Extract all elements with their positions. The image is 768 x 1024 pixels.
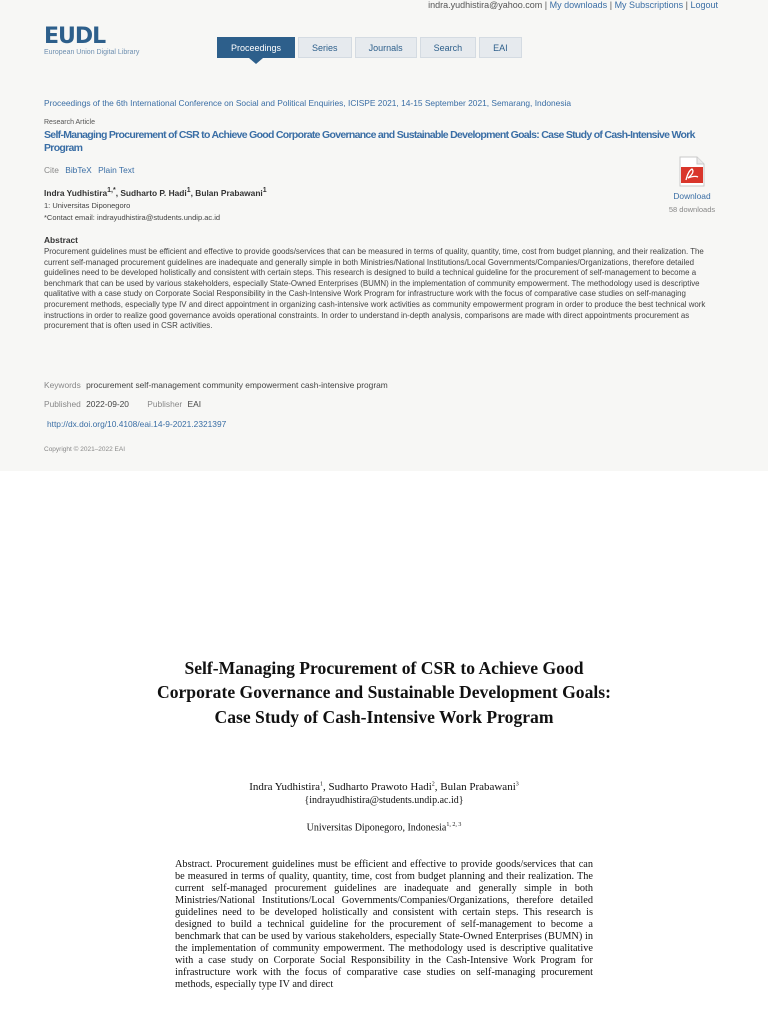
- paper-abstract: Abstract. Procurement guidelines must be efficient and effective to provide goods/services that can be measured in terms of quality, quantity, time, cost from budget planning and their realization. The current self-managed procurement guidelines are inadequate and generally simple in both Ministries/National Institutions/Local Governments/Companies/Organizations, therefore detailed guidelines need to be developed holistically and consistent with certain steps. This research is designed to build a technical guideline for the procurement of self-management to become a benchmark that can be used by various stakeholders, especially State-Owned Enterprises (BUMN) in the implementation of community empowerment. The methodology used is descriptive qualitative with a case study on Corporate Social Responsibility in the Cash-Intensive Work Program for infrastructure work with the focus of comparative case studies on self-managing procurement methods, especially type IV and direct: [175, 859, 593, 990]
- tab-journals[interactable]: Journals: [355, 37, 417, 58]
- paper-university: [150, 822, 618, 833]
- user-email: indra.yudhistira@yahoo.com: [428, 0, 543, 10]
- paper-author-sup: 3: [515, 781, 519, 788]
- separator: |: [685, 0, 688, 10]
- author-sup: 1: [262, 187, 267, 194]
- abstract-text: Procurement guidelines must be efficient and effective to provide goods/services that can be measured in terms of quality, quantity, time, cost from budget planning, and their realization. The current self-managed procurement guidelines are inadequate and generally simple in both Ministries/National Institutions/Local Governments/Companies/Organizations, therefore detailed guidelines need to be developed holistically and consistent with certain steps. This research is designed to build a technical guideline for the procurement of self-management to become a benchmark that can be used by various stakeholders, especially State-Owned Enterprises (BUMN) in the implementation of community empowerment. The methodology used is descriptive qualitative with a case study on Corporate Social Responsibility in the Cash-Intensive Work Program for infrastructure work with the focus of comparative case studies on self-managing procurement methods, especially type IV and direct appointment in organizing cash-intensive work activities as community empowerment program in order to produce the best technical work instructions in order to realize good governance avoids operational constraints. In order to understand in-depth analysis, comparisons are made with direct appointments procurement as procurement that is often used in CSR activities.: [44, 247, 706, 331]
- cite-label: Cite: [44, 165, 59, 175]
- cite-bibtex-link[interactable]: BibTeX: [65, 165, 92, 175]
- my-subscriptions-link[interactable]: My Subscriptions: [614, 0, 684, 10]
- article-type: Research Article: [44, 119, 95, 126]
- doi-link[interactable]: http://dx.doi.org/10.4108/eai.14-9-2021.2321397: [47, 419, 227, 429]
- tab-series[interactable]: Series: [298, 37, 352, 58]
- download-link[interactable]: Download: [673, 191, 711, 201]
- paper-title: Self-Managing Procurement of CSR to Achieve Good Corporate Governance and Sustainable Development Goals: Case Study of Cash-Intensive Work Program: [156, 658, 611, 727]
- published-date: 2022-09-20: [86, 399, 129, 409]
- separator: |: [544, 0, 548, 10]
- published-label: Published: [44, 399, 81, 409]
- author-sup: 1: [186, 187, 191, 194]
- paper-author-sup: 2: [431, 781, 435, 788]
- eudl-article-page: [0, 0, 768, 471]
- publisher-label: Publisher: [147, 399, 183, 409]
- author-name: Indra Yudhistira: [44, 187, 108, 198]
- paper-authors: [150, 781, 618, 793]
- publisher-value: EAI: [187, 399, 202, 409]
- logo-subtitle: European Union Digital Library: [44, 49, 140, 56]
- user-bar: [428, 0, 718, 10]
- paper-email: {indrayudhistira@students.undip.ac.id}: [304, 795, 464, 806]
- keywords-label: Keywords: [44, 380, 81, 390]
- affiliation: 1: Universitas Diponegoro: [44, 201, 131, 210]
- downloads-count: 58 downloads: [668, 205, 716, 214]
- copyright: Copyright © 2021–2022 EAI: [44, 446, 126, 453]
- keywords-row: [44, 380, 388, 390]
- main-nav: [217, 37, 525, 58]
- paper-university-sup: 1, 2, 3: [446, 822, 462, 828]
- tab-search[interactable]: Search: [420, 37, 477, 58]
- paper-university-name: Universitas Diponegoro, Indonesia: [306, 822, 447, 834]
- proceedings-link[interactable]: Proceedings of the 6th International Conference on Social and Political Enquiries, ICISPE 2021, 14-15 September 2021, Semarang, Indonesia: [44, 98, 572, 108]
- logout-link[interactable]: Logout: [690, 0, 718, 10]
- eudl-logo[interactable]: [44, 26, 139, 56]
- pdf-icon[interactable]: [679, 156, 705, 187]
- paper-author: Indra Yudhistira: [249, 781, 321, 793]
- my-downloads-link[interactable]: My downloads: [549, 0, 608, 10]
- paper-author-sup: 1: [320, 781, 324, 788]
- cite-row: [44, 165, 134, 175]
- abstract-heading: Abstract: [44, 235, 78, 245]
- author-name: , Bulan Prabawani: [190, 187, 263, 198]
- cite-plain-text-link[interactable]: Plain Text: [98, 165, 135, 175]
- tab-eai[interactable]: EAI: [479, 37, 522, 58]
- logo-wordmark: EUDL: [44, 24, 106, 49]
- article-title: Self-Managing Procurement of CSR to Achieve Good Corporate Governance and Sustainable Development Goals: Case Study of Cash-Intensive Work Program: [44, 129, 695, 154]
- contact-email: *Contact email: indrayudhistira@students.undip.ac.id: [44, 213, 221, 222]
- separator: |: [609, 0, 613, 10]
- authors: [44, 187, 267, 198]
- keywords-value: procurement self-management community empowerment cash-intensive program: [86, 380, 388, 390]
- paper-author: , Bulan Prabawani: [434, 781, 516, 793]
- paper-author: , Sudharto Prawoto Hadi: [323, 781, 432, 793]
- published-row: [44, 399, 201, 409]
- tab-proceedings[interactable]: Proceedings: [217, 37, 295, 58]
- author-name: , Sudharto P. Hadi: [115, 187, 187, 198]
- author-sup: 1,*: [107, 187, 116, 194]
- pdf-preview: [0, 471, 768, 1024]
